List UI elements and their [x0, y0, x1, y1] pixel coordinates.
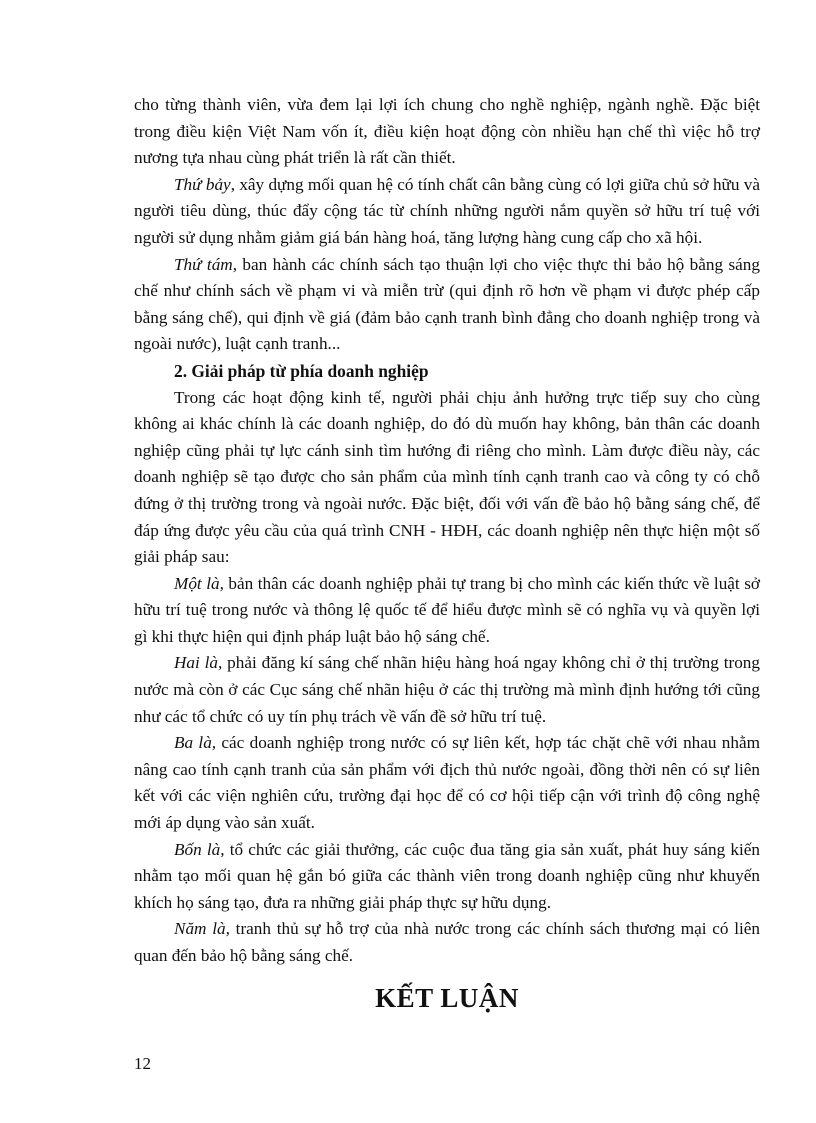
conclusion-heading: KẾT LUẬN — [375, 982, 519, 1013]
paragraph-lead: Bốn là, — [174, 839, 225, 859]
paragraph-lead: Ba là, — [174, 733, 217, 753]
paragraph-hai-la — [134, 650, 760, 730]
paragraph-intro: Trong các hoạt động kinh tế, người phải chịu ảnh hưởng trực tiếp suy cho cùng không ai khác chính là các doanh nghiệp, do đó dù muốn hay không, bản thân các doanh nghiệp cũng phải tự lực cánh sinh tìm hướng đi riêng cho mình. Làm được điều này, các doanh nghiệp sẽ tạo được cho sản phẩm của mình tính cạnh tranh cao và công ty có chỗ đứng ở thị trường trong và ngoài nước. Đặc biệt, đối với vấn đề bảo hộ bằng sáng chế, để đáp ứng được yêu cầu của quá trình CNH - HĐH, các doanh nghiệp nên thực hiện một số giải pháp sau: — [134, 387, 760, 567]
paragraph-text: ban hành các chính sách tạo thuận lợi cho việc thực thi bảo hộ bằng sáng chế như chính sách về phạm vi và miễn trừ (qui định rõ hơn về phạm vi được phép cấp bằng sáng chế), qui định về giá (đảm bảo cạnh tranh bình đẳng cho doanh nghiệp trong và ngoài nước), luật cạnh tranh... — [134, 254, 760, 354]
paragraph-continuation: cho từng thành viên, vừa đem lại lợi ích chung cho nghề nghiệp, ngành nghề. Đặc biệt trong điều kiện Việt Nam vốn ít, điều kiện hoạt động còn nhiều hạn chế thì việc hỗ trợ nương tựa nhau cùng phát triển là rất cần thiết. — [134, 95, 760, 168]
paragraph-lead: Một là, — [174, 573, 224, 593]
paragraph-text: tranh thủ sự hỗ trợ của nhà nước trong các chính sách thương mại có liên quan đến bảo hộ bằng sáng chế. — [134, 919, 760, 965]
paragraph-text: các doanh nghiệp trong nước có sự liên kết, hợp tác chặt chẽ với nhau nhằm nâng cao tính cạnh tranh của sản phẩm với địch thủ nước ngoài, đồng thời nên có sự liên kết với các viện nghiên cứu, trường đại học để có cơ hội tiếp cận với trình độ công nghệ mới áp dụng vào sản xuất. — [134, 733, 760, 833]
paragraph-thu-tam — [134, 252, 760, 358]
paragraph-ba-la — [134, 730, 760, 836]
paragraph-mot-la — [134, 571, 760, 651]
paragraph-lead: Thứ tám, — [174, 254, 238, 274]
paragraph-bon-la — [134, 837, 760, 917]
page-body — [134, 92, 760, 1018]
page-number: 12 — [134, 1054, 151, 1073]
paragraph-lead: Năm là, — [174, 919, 230, 939]
paragraph-text: , xây dựng mối quan hệ có tính chất cân bằng cùng có lợi giữa chủ sở hữu và người tiêu dùng, thúc đẩy cộng tác từ chính những người nắm quyền sở hữu trí tuệ với người sử dụng nhằm giảm giá bán hàng hoá, tăng lượng hàng cung cấp cho xã hội. — [134, 174, 760, 247]
paragraph-text: phải đăng kí sáng chế nhãn hiệu hàng hoá ngay không chỉ ở thị trường trong nước mà còn ở các Cục sáng chế nhãn hiệu ở các thị trường mà mình định hướng tới cũng như các tổ chức có uy tín phụ trách về vấn đề sở hữu trí tuệ. — [134, 653, 760, 726]
section-heading: 2. Giải pháp từ phía doanh nghiệp — [174, 360, 429, 381]
paragraph-text: bản thân các doanh nghiệp phải tự trang bị cho mình các kiến thức về luật sở hữu trí tuệ trong nước và thông lệ quốc tế để hiểu được mình sẽ có nghĩa vụ và quyền lợi gì khi thực hiện qui định pháp luật bảo hộ sáng chế. — [134, 573, 761, 646]
paragraph-thu-bay — [134, 172, 760, 252]
paragraph-text: tổ chức các giải thưởng, các cuộc đua tăng gia sản xuất, phát huy sáng kiến nhằm tạo mối quan hệ gắn bó giữa các thành viên trong doanh nghiệp cũng như khuyến khích họ sáng tạo, đưa ra những giải pháp thực sự hữu dụng. — [134, 839, 760, 912]
paragraph-lead: Thứ bảy — [174, 174, 231, 194]
paragraph-lead: Hai là, — [174, 653, 223, 673]
paragraph-nam-la — [134, 916, 760, 969]
